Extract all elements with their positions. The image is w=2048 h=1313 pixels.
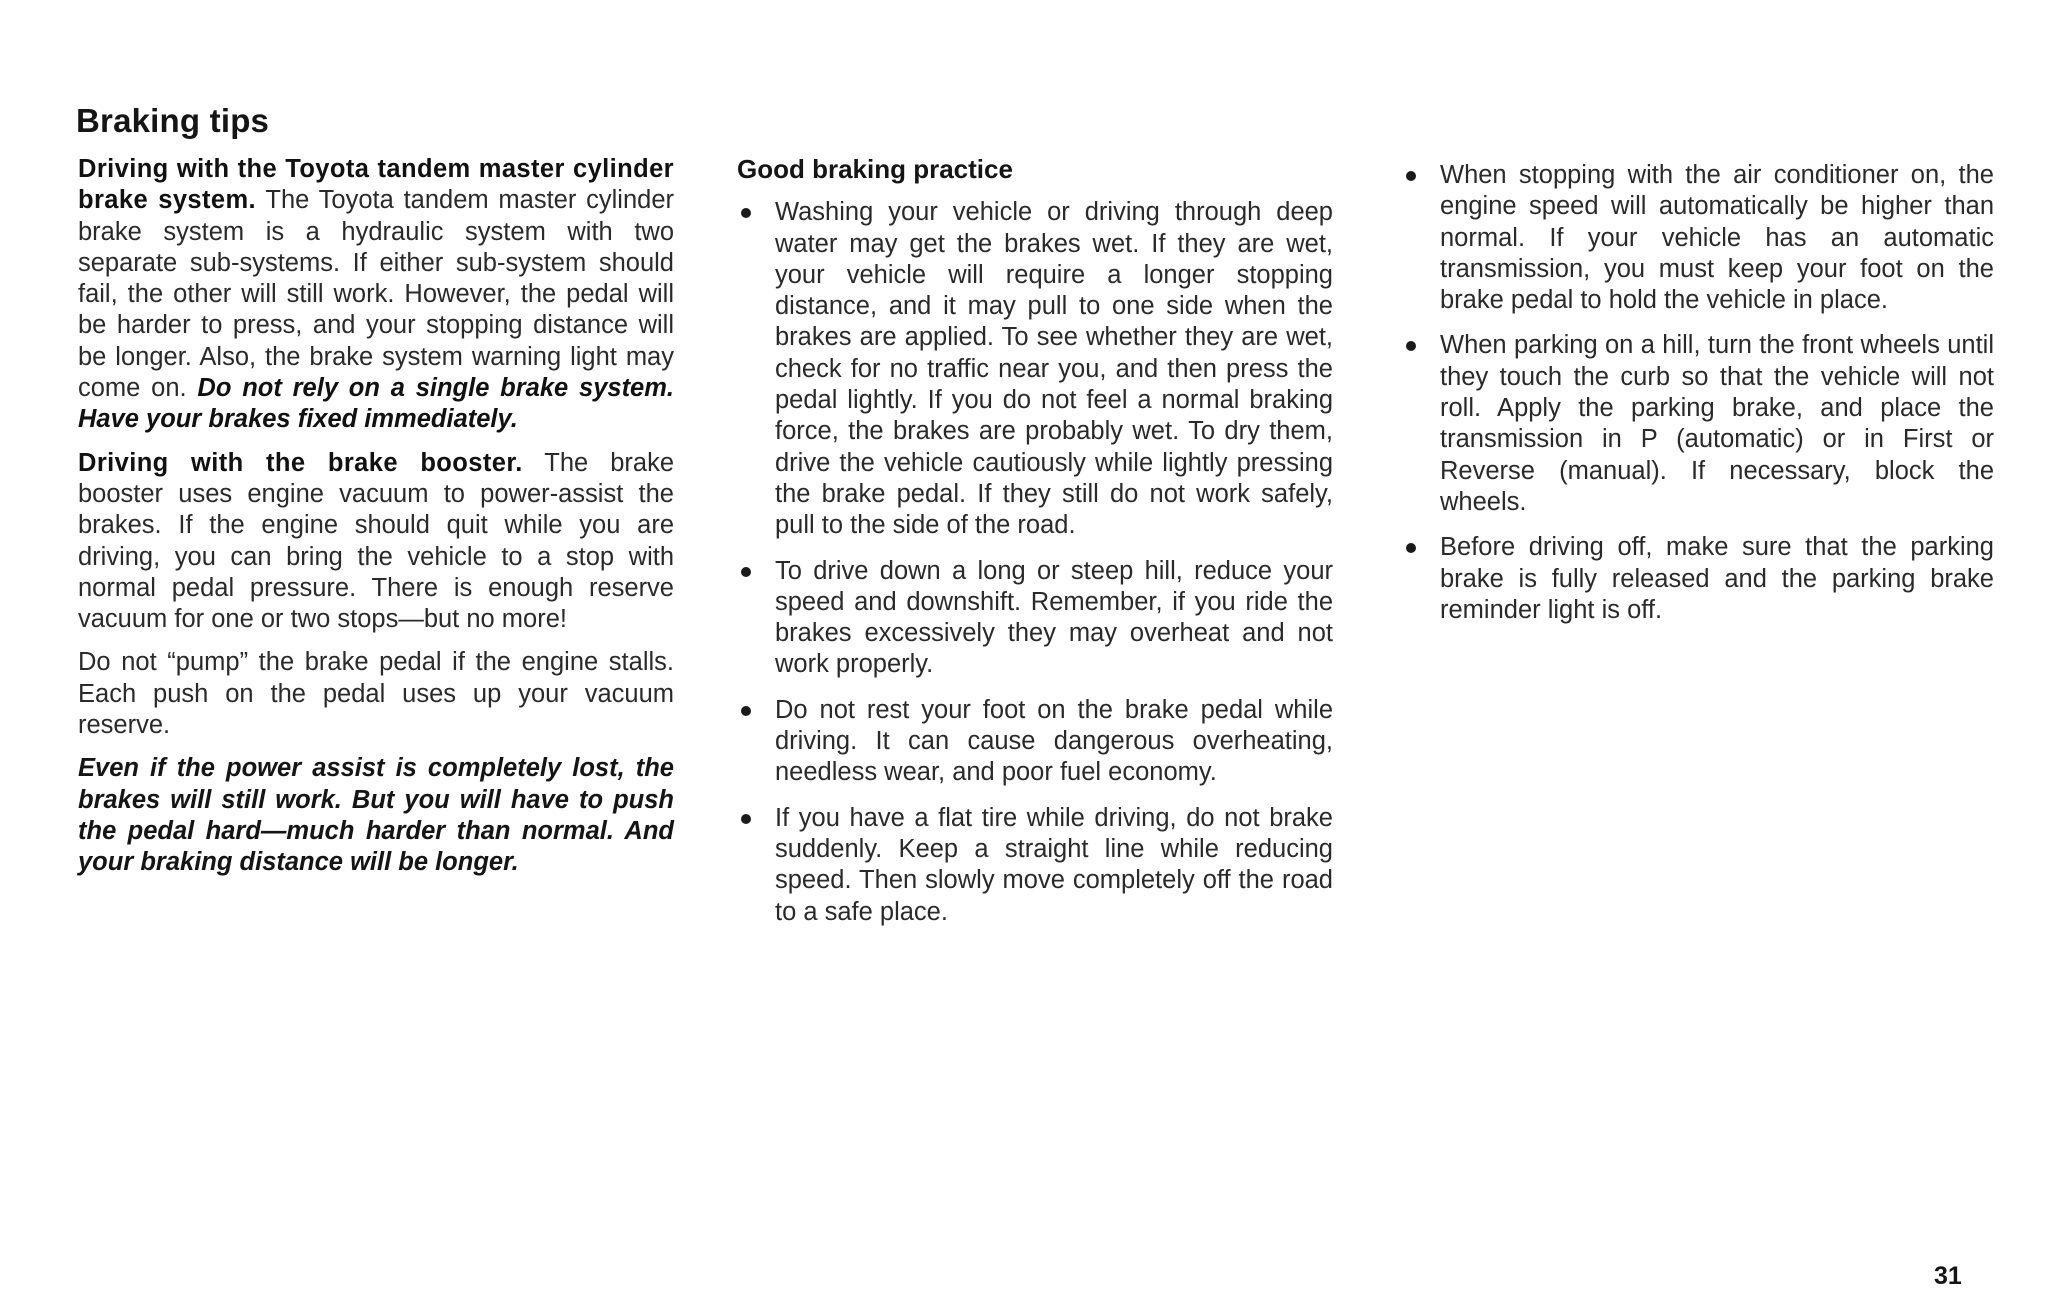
bullet-icon xyxy=(741,567,751,577)
list-item-text: When stopping with the air conditioner on, the engine speed will automatically be higher than normal. If your vehicle has an automatic transmission, you must keep your foot on the brake pedal to hold the vehicle in place. xyxy=(1440,161,1994,315)
paragraph-brake-booster xyxy=(78,448,674,636)
list-item-text: If you have a flat tire while driving, do not brake suddenly. Keep a straight line while reducing speed. Then slowly move completely off the road to a safe place. xyxy=(775,803,1333,926)
bullet-icon xyxy=(741,208,751,218)
list-item xyxy=(737,695,1333,789)
paragraph-power-assist-lost: Even if the power assist is completely lost, the brakes will still work. But you will have to push the pedal hard—much harder than normal. And your braking distance will be longer. xyxy=(78,754,674,877)
body-brake-booster: The brake booster uses engine vacuum to power-assist the brakes. If the engine should quit while you are driving, you can bring the vehicle to a stop with normal pedal pressure. There is enough reserve vacuum for one or two stops—but no more! xyxy=(78,448,674,634)
list-item-text: Do not rest your foot on the brake pedal while driving. It can cause dangerous overheating, needless wear, and poor fuel economy. xyxy=(775,695,1333,787)
list-item xyxy=(737,803,1333,928)
list-item xyxy=(1402,160,1994,316)
bullet-icon xyxy=(1406,543,1416,553)
page-title: Braking tips xyxy=(76,102,270,139)
page-number: 31 xyxy=(1934,1262,1962,1290)
list-item-text: To drive down a long or steep hill, reduce your speed and downshift. Remember, if you ride the brakes excessively they may overheat and not work properly. xyxy=(775,556,1333,679)
list-item xyxy=(737,556,1333,681)
bullet-list-good-braking xyxy=(737,197,1333,928)
list-item xyxy=(1402,330,1994,518)
paragraph-tandem-master-cylinder xyxy=(78,154,674,436)
lead-brake-booster: Driving with the brake booster. xyxy=(78,448,523,477)
column-middle xyxy=(737,154,1333,942)
list-item xyxy=(737,197,1333,541)
bullet-icon xyxy=(1406,171,1416,181)
list-item-text: Before driving off, make sure that the parking brake is fully released and the parking brake reminder light is off. xyxy=(1440,533,1994,624)
paragraph-do-not-pump: Do not “pump” the brake pedal if the engine stalls. Each push on the pedal uses up your vacuum reserve. xyxy=(78,648,674,740)
list-item-text: When parking on a hill, turn the front wheels until they touch the curb so that the vehicle will not roll. Apply the parking brake, and place the transmission in P (automatic) or in First or Reverse (manual). If necessary, block the wheels. xyxy=(1440,331,1994,516)
section-heading-good-braking-practice: Good braking practice xyxy=(737,154,1013,184)
column-left xyxy=(78,154,674,891)
bullet-list-parking xyxy=(1402,160,1994,626)
list-item-text: Washing your vehicle or driving through deep water may get the brakes wet. If they are wet, your vehicle will require a longer stopping distance, and it may pull to one side when the brakes are applied. To see whether they are wet, check for no traffic near you, and then press the pedal lightly. If you do not feel a normal braking force, the brakes are probably wet. To dry them, drive the vehicle cautiously while lightly pressing the brake pedal. If they still do not work safely, pull to the side of the road. xyxy=(775,198,1333,540)
bullet-icon xyxy=(741,706,751,716)
warning-single-brake-system: Do not rely on a single brake system. Have your brakes fixed immediately. xyxy=(78,374,674,434)
lead-tandem-master-cylinder: Driving with the Toyota tandem master cylinder brake system. xyxy=(78,155,674,215)
bullet-icon xyxy=(1406,341,1416,351)
list-item xyxy=(1402,532,1994,626)
column-right xyxy=(1402,160,1994,640)
bullet-icon xyxy=(741,814,751,824)
body-tandem-master-cylinder: The Toyota tandem master cylinder brake system is a hydraulic system with two separate sub-systems. If either sub-system should fail, the other will still work. However, the pedal will be harder to press, and your stopping distance will be longer. Also, the brake system warning light may come on. xyxy=(78,186,675,403)
